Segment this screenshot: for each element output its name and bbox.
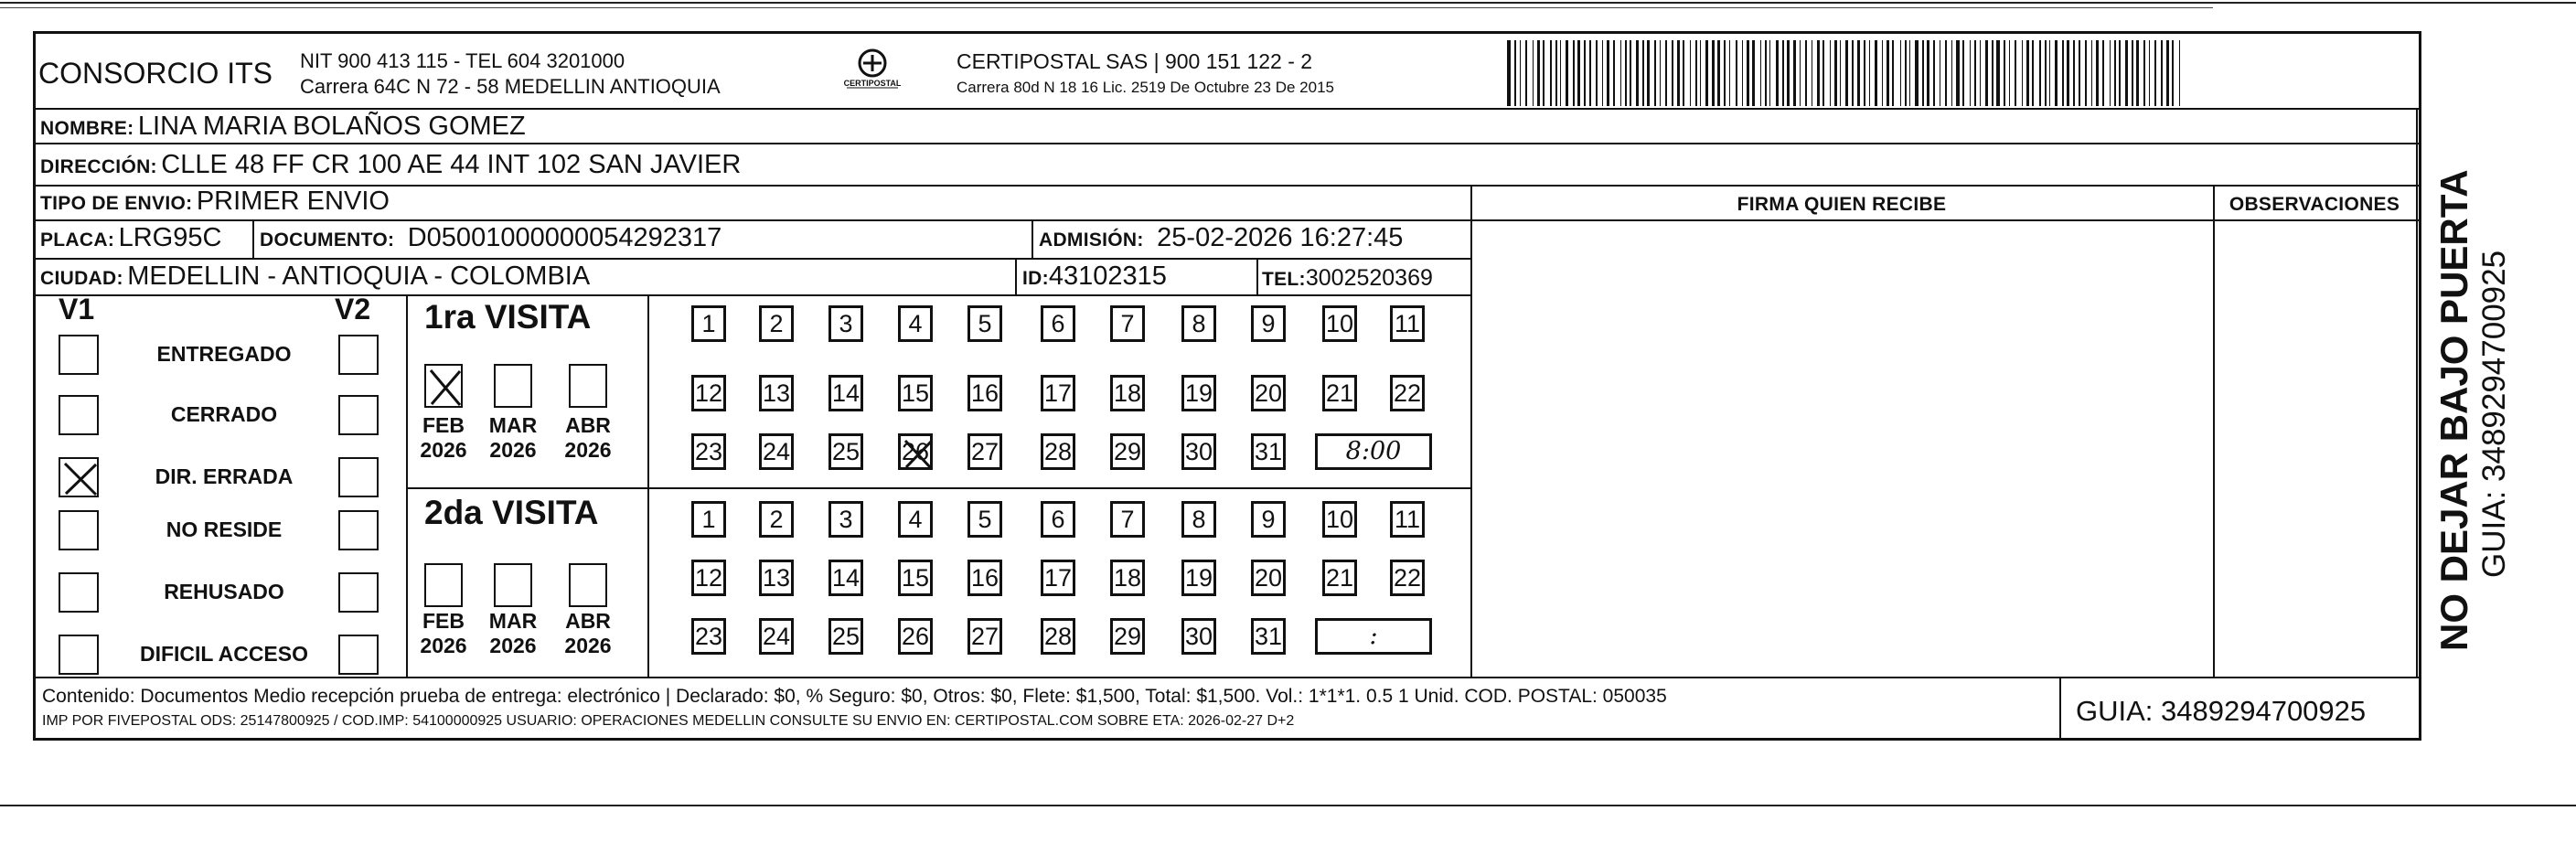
barcode-bar [1712,40,1715,106]
barcode-bar [1747,40,1749,106]
day-box-v2-30[interactable]: 30 [1181,618,1216,655]
placa-label: PLACA: [40,229,115,251]
barcode-bar [1717,40,1720,106]
barcode-bar [1550,40,1552,106]
day-box-v1-4[interactable]: 4 [898,305,933,342]
day-box-v2-1[interactable]: 1 [691,501,726,538]
ciudad-value: MEDELLIN - ANTIOQUIA - COLOMBIA [127,261,591,291]
day-box-v1-9[interactable]: 9 [1251,305,1286,342]
status-label: NO RESIDE [166,518,283,541]
month-label [486,609,540,658]
barcode-bar [1985,40,1988,106]
barcode-bar [2067,40,2069,106]
status-label: DIFICIL ACCESO [139,642,308,666]
barcode-bar [1602,40,1603,106]
month-label [561,609,615,658]
barcode-bar [1654,40,1656,106]
day-box-v1-13[interactable]: 13 [759,375,794,411]
barcode-bar [1840,40,1841,106]
barcode-bar [1882,40,1883,106]
barcode-bar [1765,40,1767,106]
rule-id-tel [1256,258,1258,294]
day-box-v2-14[interactable]: 14 [828,560,863,596]
tel-field [1262,265,1433,292]
tipo-envio-value: PRIMER ENVIO [196,187,390,216]
barcode-bar [2125,40,2128,106]
day-box-v1-23[interactable]: 23 [691,433,726,470]
barcode-bar [1970,40,1971,106]
id-value: 43102315 [1048,261,1167,291]
barcode-bar [1647,40,1650,106]
barcode-bar [2079,40,2080,106]
barcode-bar [2026,40,2029,106]
day-box-v2-7[interactable]: 7 [1110,501,1145,538]
day-box-v1-2[interactable]: 2 [759,305,794,342]
bottom-edge-line [0,805,2576,806]
barcode-bar [2154,40,2156,106]
tipo-envio-label: TIPO DE ENVIO: [40,193,193,214]
tel-label: TEL: [1262,269,1306,290]
barcode-bar [1620,40,1621,106]
day-box-v1-30[interactable]: 30 [1181,433,1216,470]
day-box-v1-3[interactable]: 3 [828,305,863,342]
barcode-bar [1933,40,1935,106]
barcode-bar [1852,40,1854,106]
v1-checkbox-dificil-acceso[interactable] [59,635,99,675]
direccion-value: CLLE 48 FF CR 100 AE 44 INT 102 SAN JAVIER [161,150,742,179]
rule-firma-left [1470,185,1472,677]
tipo-envio-row [40,187,390,217]
month-year: 2026 [564,634,612,657]
barcode-bar [1596,40,1598,106]
day-box-v2-10[interactable]: 10 [1322,501,1357,538]
month-name: FEB [422,609,465,633]
barcode-bar [2009,40,2010,106]
day-box-v2-24[interactable]: 24 [759,618,794,655]
status-label: REHUSADO [164,580,284,603]
barcode-bar [1566,40,1568,106]
barcode-bar [1555,40,1557,106]
placa-field [40,223,221,253]
top-edge-line-2 [0,7,2213,8]
day-box-v1-7[interactable]: 7 [1110,305,1145,342]
barcode-bar [1589,40,1591,106]
barcode-bar [2102,40,2104,106]
day-box-v1-20[interactable]: 20 [1251,375,1286,411]
day-box-v1-25[interactable]: 25 [828,433,863,470]
barcode-bar [1525,40,1527,106]
day-box-v2-2[interactable]: 2 [759,501,794,538]
day-box-v1-27[interactable]: 27 [967,433,1002,470]
nombre-value: LINA MARIA BOLAÑOS GOMEZ [137,112,526,141]
barcode-bar [2085,40,2087,106]
nit-line: NIT 900 413 115 - TEL 604 3201000 [300,49,625,72]
barcode-bar [2136,40,2139,106]
v2-checkbox-rehusado[interactable] [338,572,379,613]
barcode-bar [1507,40,1511,106]
direccion-label: DIRECCIÓN: [40,156,157,177]
day-box-v2-25[interactable]: 25 [828,618,863,655]
day-box-v1-1[interactable]: 1 [691,305,726,342]
day-box-v1-22[interactable]: 22 [1390,375,1425,411]
barcode-bar [1573,40,1575,106]
barcode-bar [2119,40,2121,106]
day-box-v1-11[interactable]: 11 [1390,305,1425,342]
barcode-bar [2073,40,2075,106]
barcode-bar [1962,40,1964,106]
month-label [486,413,540,463]
barcode-bar [2179,40,2180,106]
barcode-bar [1800,40,1801,106]
rule-visit-divider [406,487,1470,489]
v2-checkbox-dir-errada[interactable] [338,457,379,497]
barcode-bar [1665,40,1667,106]
barcode-bar [1845,40,1848,106]
v1-header: V1 [59,293,95,325]
time-box-v2[interactable]: : [1315,618,1432,655]
barcode-bar [1695,40,1697,106]
barcode-bar [2091,40,2092,106]
barcode-bar [1817,40,1820,106]
day-box-v2-22[interactable]: 22 [1390,560,1425,596]
observaciones-header: OBSERVACIONES [2229,194,2400,215]
month-year: 2026 [489,634,537,657]
day-box-v2-21[interactable]: 21 [1322,560,1357,596]
month-year: 2026 [489,438,537,462]
barcode-bar [1892,40,1894,106]
barcode-bar [1857,40,1860,106]
day-box-v2-23[interactable]: 23 [691,618,726,655]
day-box-v1-21[interactable]: 21 [1322,375,1357,411]
rule-placa [35,258,1470,260]
day-box-v2-20[interactable]: 20 [1251,560,1286,596]
month-year: 2026 [564,438,612,462]
barcode-bar [2039,40,2041,106]
barcode-bar [1533,40,1534,106]
barcode-bar [2062,40,2064,106]
month-name: ABR [565,609,611,633]
direccion-row [40,150,741,180]
day-box-v1-8[interactable]: 8 [1181,305,1216,342]
id-label: ID: [1022,268,1049,289]
day-box-v1-29[interactable]: 29 [1110,433,1145,470]
barcode-bar [1787,40,1790,106]
rule-footer-guia [2059,677,2061,739]
day-box-v2-26[interactable]: 26 [898,618,933,655]
company-name: CONSORCIO ITS [38,57,273,90]
day-box-v2-9[interactable]: 9 [1251,501,1286,538]
rule-placa-doc [252,219,254,258]
status-label: CERRADO [170,402,278,426]
barcode-bar [2055,40,2058,106]
barcode-bar [1742,40,1743,106]
tel-value: 3002520369 [1305,265,1433,291]
status-label: DIR. ERRADA [155,464,294,488]
admision-value: 25-02-2026 16:27:45 [1157,223,1404,252]
barcode-bar [1922,40,1924,106]
barcode-bar [2032,40,2034,106]
barcode-bar [1736,40,1737,106]
barcode-bar [1834,40,1837,106]
day-box-v2-13[interactable]: 13 [759,560,794,596]
day-box-v2-5[interactable]: 5 [967,501,1002,538]
v1-checkbox-rehusado[interactable] [59,572,99,613]
logo-icon [843,48,902,97]
company-address: Carrera 64C N 72 - 58 MEDELLIN ANTIOQUIA [300,75,721,98]
rule-right-top [1470,185,2420,187]
nombre-label: NOMBRE: [40,118,134,139]
day-box-v2-18[interactable]: 18 [1110,560,1145,596]
no-dejar-bajo-puerta: NO DEJAR BAJO PUERTA [2432,169,2475,651]
barcode-bar [1974,40,1976,106]
barcode-bar [1543,40,1545,106]
rule-obs-header [2213,219,2416,221]
barcode-bar [2149,40,2150,106]
v1-checkbox-dir-errada[interactable] [59,457,99,497]
barcode-bar [1805,40,1807,106]
month-checkbox-abr-v2[interactable] [569,563,607,607]
barcode-bar [2172,40,2174,106]
placa-value: LRG95C [118,223,222,252]
month-label [416,413,471,463]
barcode-bar [1900,40,1901,106]
barcode-bar [1776,40,1779,106]
barcode-bar [1636,40,1639,106]
day-box-v2-3[interactable]: 3 [828,501,863,538]
month-year: 2026 [420,634,467,657]
barcode-bar [1560,40,1561,106]
month-checkbox-feb-v1[interactable] [424,364,463,408]
day-box-v1-10[interactable]: 10 [1322,305,1357,342]
day-box-v2-28[interactable]: 28 [1041,618,1075,655]
v1-checkbox-cerrado[interactable] [59,395,99,435]
rule-obs-left [2213,185,2215,677]
barcode-bar [1625,40,1627,106]
month-name: FEB [422,413,465,437]
barcode-bar [1822,40,1824,106]
license-line: Carrera 80d N 18 16 Lic. 2519 De Octubre 23 De 2015 [957,79,1334,96]
day-box-v1-24[interactable]: 24 [759,433,794,470]
barcode-bar [1607,40,1609,106]
barcode-bar [1869,40,1870,106]
month-checkbox-mar-v2[interactable] [494,563,532,607]
certipostal-logo [843,48,902,97]
barcode-bar [2049,40,2050,106]
barcode-bar [2132,40,2133,106]
barcode-bar [1683,40,1684,106]
barcode-bar [1660,40,1661,106]
barcode-bar [1905,40,1907,106]
barcode-bar [1690,40,1691,106]
nombre-row [40,112,526,142]
ciudad-field [40,261,590,292]
barcode-bar [1677,40,1680,106]
day-box-v1-28[interactable]: 28 [1041,433,1075,470]
day-box-v1-5[interactable]: 5 [967,305,1002,342]
rule-status-visit [406,294,408,677]
barcode-bar [1951,40,1952,106]
day-box-v2-6[interactable]: 6 [1041,501,1075,538]
documento-field [260,223,721,253]
v2-checkbox-cerrado[interactable] [338,395,379,435]
contenido-line: Contenido: Documentos Medio recepción prueba de entrega: electrónico | Declarado: $0, % Seguro: $0, Otros: $0, Flete: $1,500, Total: $1,500. Vol.: 1*1*1. 0.5 1 Unid. COD. POSTAL: 050035 [42,686,1667,707]
barcode-bar [1945,40,1947,106]
rule-month-days [647,294,649,677]
barcode-bar [1724,40,1726,106]
status-label: ENTREGADO [156,342,292,366]
barcode-bar [1537,40,1540,106]
month-name: MAR [488,609,538,633]
documento-value: D05001000000054292317 [407,223,722,252]
barcode-bar [1996,40,2000,106]
day-box-v1-26[interactable]: 26 [898,433,933,470]
barcode-bar [1672,40,1673,106]
first-visit-title: 1ra VISITA [424,298,592,336]
day-box-v2-29[interactable]: 29 [1110,618,1145,655]
second-visit-title: 2da VISITA [424,494,599,531]
barcode-bar [1642,40,1644,106]
barcode-bar [1729,40,1730,106]
day-box-v1-17[interactable]: 17 [1041,375,1075,411]
barcode-bar [2096,40,2099,106]
v2-header: V2 [335,293,371,325]
barcode [1507,40,2189,106]
barcode-bar [1584,40,1586,106]
barcode-bar [1956,40,1960,106]
barcode-bar [1864,40,1865,106]
documento-label: DOCUMENTO: [260,229,395,251]
v1-checkbox-no-reside[interactable] [59,510,99,550]
barcode-bar [1782,40,1784,106]
month-year: 2026 [420,438,467,462]
side-guia: GUIA: 3489294700925 [2476,250,2512,578]
day-box-v1-6[interactable]: 6 [1041,305,1075,342]
logo-wordmark: CERTIPOSTAL [843,79,902,88]
barcode-bar [2015,40,2016,106]
day-box-v2-11[interactable]: 11 [1390,501,1425,538]
day-box-v2-17[interactable]: 17 [1041,560,1075,596]
rule-ciudad-id [1015,258,1017,294]
day-box-v2-31[interactable]: 31 [1251,618,1286,655]
day-box-v1-16[interactable]: 16 [967,375,1002,411]
rule-ciudad [35,294,1470,296]
day-box-v2-4[interactable]: 4 [898,501,933,538]
day-box-v2-19[interactable]: 19 [1181,560,1216,596]
barcode-bar [1705,40,1708,106]
rule-footer [35,677,2420,678]
footer-guia: GUIA: 3489294700925 [2076,695,2367,727]
barcode-bar [2161,40,2163,106]
firma-header: FIRMA QUIEN RECIBE [1737,194,1947,215]
rule-nombre [35,143,2420,144]
barcode-bar [1630,40,1631,106]
rule-right-edge [2416,108,2418,677]
certipostal-line: CERTIPOSTAL SAS | 900 151 122 - 2 [957,49,1313,73]
v2-checkbox-dificil-acceso[interactable] [338,635,379,675]
imp-line: IMP POR FIVEPOSTAL ODS: 25147800925 / COD.IMP: 54100000925 USUARIO: OPERACIONES MEDELLIN CONSULTE SU ENVIO EN: CERTIPOSTAL.COM SOBRE ETA: 2026-02-27 D+2 [42,713,1295,729]
barcode-bar [1769,40,1770,106]
barcode-bar [2110,40,2111,106]
month-label [561,413,615,463]
barcode-bar [1830,40,1831,106]
barcode-bar [1613,40,1615,106]
barcode-bar [2143,40,2145,106]
month-checkbox-abr-v1[interactable] [569,364,607,408]
barcode-bar [1909,40,1910,106]
v2-checkbox-entregado[interactable] [338,335,379,375]
barcode-bar [2114,40,2116,106]
month-name: ABR [565,413,611,437]
rule-firma-header [1470,219,2213,221]
day-box-v1-12[interactable]: 12 [691,375,726,411]
barcode-bar [1793,40,1796,106]
barcode-bar [1752,40,1755,106]
day-box-v2-8[interactable]: 8 [1181,501,1216,538]
barcode-bar [2166,40,2169,106]
barcode-bar [2022,40,2023,106]
barcode-bar [2004,40,2005,106]
v1-checkbox-entregado[interactable] [59,335,99,375]
barcode-bar [1927,40,1929,106]
barcode-bar [1577,40,1580,106]
month-label [416,609,471,658]
time-box-v1[interactable]: 8:00 [1315,433,1432,470]
day-box-v1-19[interactable]: 19 [1181,375,1216,411]
day-box-v2-16[interactable]: 16 [967,560,1002,596]
barcode-bar [1992,40,1993,106]
day-box-v1-18[interactable]: 18 [1110,375,1145,411]
v2-checkbox-no-reside[interactable] [338,510,379,550]
barcode-bar [2045,40,2047,106]
month-name: MAR [488,413,538,437]
rule-doc-adm [1031,219,1033,258]
day-box-v2-27[interactable]: 27 [967,618,1002,655]
barcode-bar [1887,40,1889,106]
barcode-bar [1514,40,1516,106]
ciudad-label: CIUDAD: [40,268,123,289]
admision-label: ADMISIÓN: [1039,229,1144,251]
admision-field [1039,223,1403,253]
day-box-v2-12[interactable]: 12 [691,560,726,596]
barcode-bar [1915,40,1919,106]
day-box-v1-14[interactable]: 14 [828,375,863,411]
day-box-v1-31[interactable]: 31 [1251,433,1286,470]
month-checkbox-feb-v2[interactable] [424,563,463,607]
barcode-bar [1520,40,1521,106]
month-checkbox-mar-v1[interactable] [494,364,532,408]
barcode-graphic [1507,40,2189,106]
barcode-bar [1700,40,1701,106]
barcode-bar [1980,40,1981,106]
top-edge-line [0,2,2576,4]
rule-top [35,108,2420,110]
day-box-v2-15[interactable]: 15 [898,560,933,596]
barcode-bar [1875,40,1877,106]
day-box-v1-15[interactable]: 15 [898,375,933,411]
id-field [1022,261,1167,292]
barcode-bar [1760,40,1761,106]
